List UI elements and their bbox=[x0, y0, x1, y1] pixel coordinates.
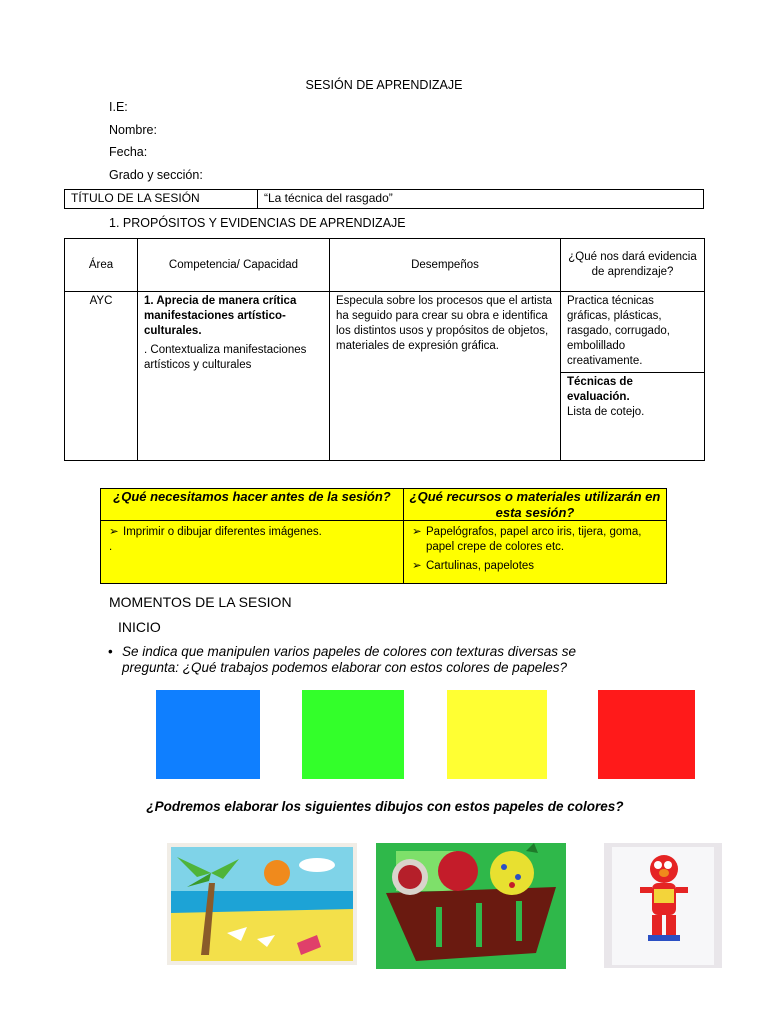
session-title-table bbox=[64, 189, 704, 209]
nombre-field: Nombre: bbox=[109, 123, 157, 137]
arrow-bullet-icon: ➢ bbox=[412, 526, 422, 538]
inicio-text: Se indica que manipulen varios papeles de colores con texturas diversas se pregunta: ¿Qué trabajos podemos elaborar con estos colores de papeles? bbox=[122, 644, 577, 675]
yellow-paper-square bbox=[447, 690, 547, 779]
competencia-text: 1. Aprecia de manera crítica manifestaciones artístico-culturales. bbox=[144, 295, 297, 337]
elmo-collage-image bbox=[604, 843, 722, 968]
inicio-paragraph bbox=[108, 644, 628, 676]
question-text: ¿Podremos elaborar los siguientes dibujos con estos papeles de colores? bbox=[146, 799, 624, 814]
header-competencia: Competencia/ Capacidad bbox=[138, 239, 330, 292]
bullet-icon: • bbox=[108, 644, 113, 659]
fruit-collage-image bbox=[376, 843, 566, 969]
materials-item-text: Papelógrafos, papel arco iris, tijera, goma, papel crepe de colores etc. bbox=[426, 526, 642, 553]
inicio-heading: INICIO bbox=[118, 619, 161, 635]
green-paper-square bbox=[302, 690, 404, 779]
tecnicas-value: Lista de cotejo. bbox=[567, 406, 645, 418]
materials-item bbox=[404, 559, 666, 574]
header-area: Área bbox=[65, 239, 138, 292]
tecnicas-label: Técnicas de evaluación. bbox=[567, 376, 633, 403]
session-title-value: “La técnica del rasgado” bbox=[258, 190, 704, 209]
prep-item bbox=[101, 525, 403, 540]
cell-area: AYC bbox=[65, 292, 138, 461]
session-title-label: TÍTULO DE LA SESIÓN bbox=[65, 190, 258, 209]
tecnicas-block bbox=[561, 373, 704, 422]
prep-column-before bbox=[101, 489, 404, 583]
prep-header-materials: ¿Qué recursos o materiales utilizarán en esta sesión? bbox=[404, 489, 666, 521]
capacidad-text: . Contextualiza manifestaciones artísticos y culturales bbox=[144, 344, 307, 371]
prep-item-text: Imprimir o dibujar diferentes imágenes. bbox=[123, 526, 322, 538]
arrow-bullet-icon: ➢ bbox=[412, 560, 422, 572]
momentos-heading: MOMENTOS DE LA SESION bbox=[109, 594, 292, 610]
section-purposes-heading: 1. PROPÓSITOS Y EVIDENCIAS DE APRENDIZAJE bbox=[109, 216, 406, 230]
ie-field: I.E: bbox=[109, 100, 128, 114]
prep-header-before: ¿Qué necesitamos hacer antes de la sesión? bbox=[101, 489, 403, 521]
beach-collage-image bbox=[167, 843, 357, 965]
materials-item bbox=[404, 525, 666, 555]
preparation-box bbox=[100, 488, 667, 584]
blue-paper-square bbox=[156, 690, 260, 779]
header-evidencia: ¿Qué nos dará evidencia de aprendizaje? bbox=[561, 239, 705, 292]
materials-item-text: Cartulinas, papelotes bbox=[426, 560, 535, 572]
cell-desempeno bbox=[330, 292, 561, 461]
prep-dot: . bbox=[109, 541, 113, 553]
cell-competencia bbox=[138, 292, 330, 461]
prep-column-materials bbox=[404, 489, 666, 583]
evidencia-text: Practica técnicas gráficas, plásticas, rasgado, corrugado, embolillado creativamente. bbox=[561, 292, 704, 373]
grado-field: Grado y sección: bbox=[109, 168, 203, 182]
desempeno-text: Especula sobre los procesos que el artista ha seguido para crear su obra e identifica los distintos usos y propósitos de objetos, materiales de expresión gráfica. bbox=[336, 295, 553, 352]
arrow-bullet-icon: ➢ bbox=[109, 526, 119, 538]
fecha-field: Fecha: bbox=[109, 145, 148, 159]
page-title: SESIÓN DE APRENDIZAJE bbox=[305, 78, 463, 92]
purposes-table bbox=[64, 238, 705, 461]
red-paper-square bbox=[598, 690, 695, 779]
cell-evidencia bbox=[561, 292, 705, 461]
header-desempenos: Desempeños bbox=[330, 239, 561, 292]
